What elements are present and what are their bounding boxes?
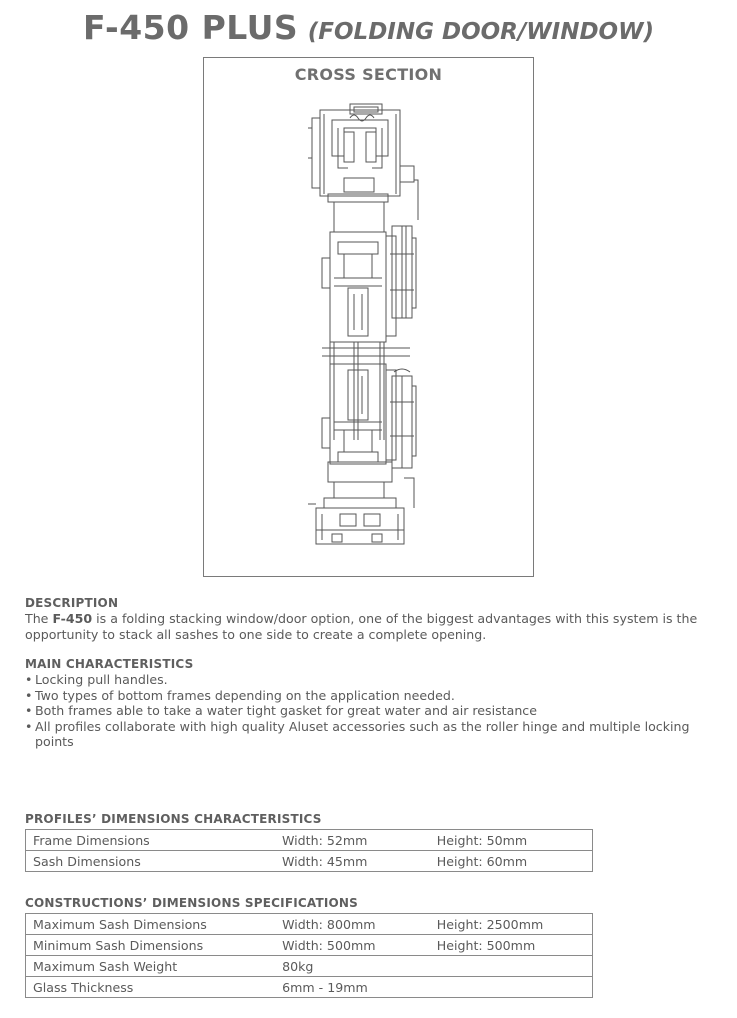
main-characteristics-heading: MAIN CHARACTERISTICS (25, 657, 194, 671)
constructions-table-heading: CONSTRUCTIONS’ DIMENSIONS SPECIFICATIONS (25, 896, 358, 910)
list-item: • All profiles collaborate with high quality Aluset accessories such as the roller hinge and multiple locking points (25, 719, 715, 750)
glass-and-meeting-line (322, 342, 410, 440)
table-row (26, 935, 593, 956)
table-cell: Sash Dimensions (26, 851, 276, 872)
table-cell: Height: 500mm (430, 935, 593, 956)
table-cell: Glass Thickness (26, 977, 276, 998)
table-cell: Height: 2500mm (430, 914, 593, 935)
upper-sash-profile (322, 226, 406, 342)
table-cell: Maximum Sash Weight (26, 956, 276, 977)
bottom-frame-profile (308, 462, 414, 544)
figure-label: CROSS SECTION (294, 65, 443, 84)
cross-section-drawing (204, 58, 535, 578)
table-cell: Height: 60mm (430, 851, 593, 872)
description-text-before: The (25, 611, 53, 626)
title-main: F-450 PLUS (82, 8, 299, 47)
table-cell: Width: 800mm (275, 914, 430, 935)
table-cell: 6mm - 19mm (275, 977, 430, 998)
description-heading: DESCRIPTION (25, 596, 119, 610)
constructions-table (25, 913, 593, 998)
table-cell: Minimum Sash Dimensions (26, 935, 276, 956)
title-subtitle: (FOLDING DOOR/WINDOW) (307, 19, 654, 45)
profiles-table-heading: PROFILES’ DIMENSIONS CHARACTERISTICS (25, 812, 322, 826)
table-row (26, 977, 593, 998)
page-title (0, 8, 737, 47)
table-cell: 80kg (275, 956, 430, 977)
table-cell: Maximum Sash Dimensions (26, 914, 276, 935)
table-row (26, 914, 593, 935)
upper-hinge (390, 226, 416, 318)
table-cell (430, 956, 593, 977)
table-row (26, 830, 593, 851)
table-cell: Frame Dimensions (26, 830, 276, 851)
lower-sash-profile (322, 364, 396, 464)
description-text (25, 611, 715, 643)
list-item: • Both frames able to take a water tight gasket for great water and air resistance (25, 703, 715, 719)
profiles-table (25, 829, 593, 872)
list-item: • Locking pull handles. (25, 672, 715, 688)
table-row (26, 851, 593, 872)
description-text-after: is a folding stacking window/door option, one of the biggest advantages with this system is the opportunity to stack all sashes to one side to create a complete opening. (25, 611, 698, 642)
product-name: F-450 (52, 611, 93, 626)
table-cell: Height: 50mm (430, 830, 593, 851)
list-item: • Two types of bottom frames depending on the application needed. (25, 688, 715, 704)
table-row (26, 956, 593, 977)
top-frame-profile (308, 104, 418, 232)
table-cell: Width: 45mm (275, 851, 430, 872)
characteristics-list (25, 672, 715, 750)
lower-hinge (390, 369, 416, 468)
table-cell: Width: 52mm (275, 830, 430, 851)
table-cell: Width: 500mm (275, 935, 430, 956)
cross-section-figure (203, 57, 534, 577)
table-cell (430, 977, 593, 998)
